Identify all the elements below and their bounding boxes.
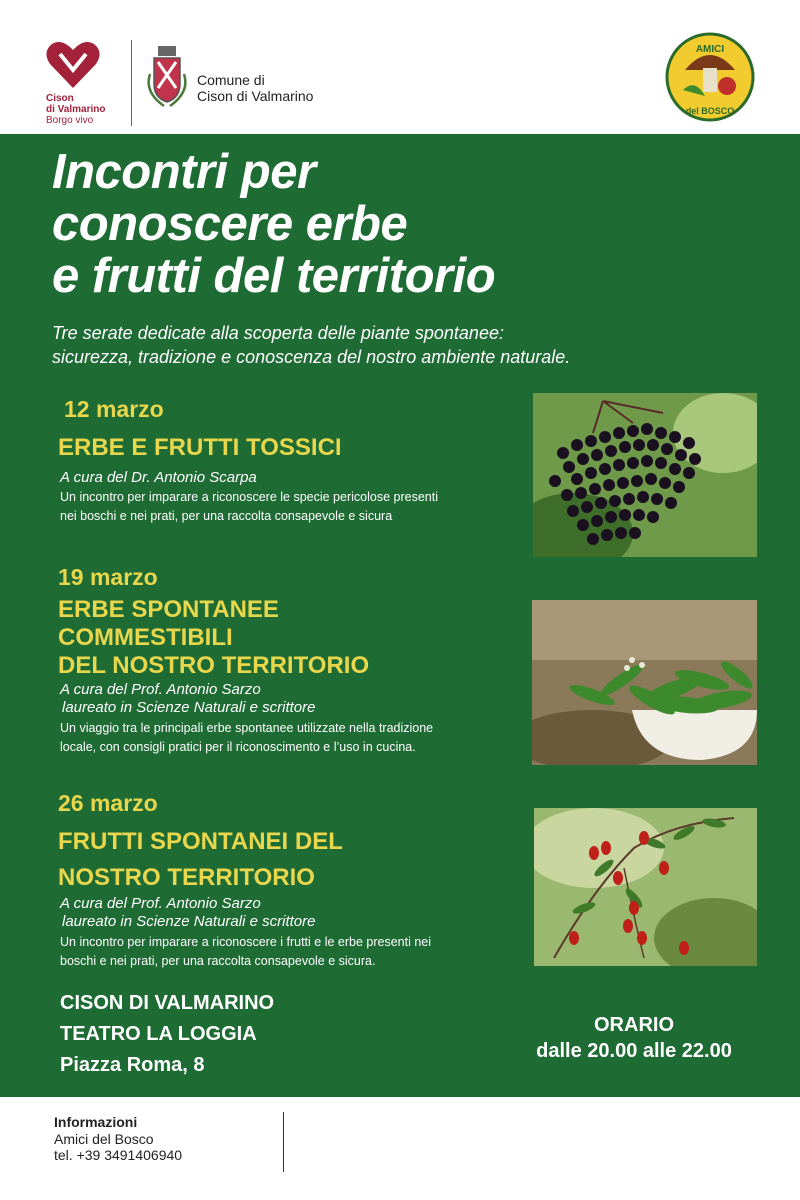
event-3-date: 26 marzo: [58, 790, 158, 816]
event-3-description: [60, 933, 431, 971]
venue-line3: Piazza Roma, 8: [60, 1054, 205, 1076]
event-1-curator-line1: A cura del Dr. Antonio Scarpa: [60, 469, 257, 486]
event-1-desc-line2: nei boschi e nei prati, per una raccolta consapevole e sicura: [60, 509, 393, 523]
info-org: Amici del Bosco: [54, 1131, 154, 1147]
event-1-title: [58, 434, 342, 462]
event-2-title-line2: COMMESTIBILI: [58, 624, 233, 651]
comune-name: [197, 72, 313, 104]
title-line2: conoscere erbe: [52, 197, 408, 251]
header-divider: [131, 40, 132, 126]
info-phone: tel. +39 3491406940: [54, 1147, 183, 1163]
herbs-bowl-photo-icon: [532, 600, 757, 765]
intro-line1: Tre serate dedicate alla scoperta delle piante spontanee:: [52, 323, 504, 343]
municipal-crest-icon: [144, 44, 190, 110]
event-3-title-line2: NOSTRO TERRITORIO: [58, 864, 315, 891]
event-2-desc-line2: locale, con consigli pratici per il riconoscimento e l’uso in cucina.: [60, 740, 416, 754]
cison-heart-logo-icon: [46, 40, 100, 90]
event-3-desc-line2: boschi e nei prati, per una raccolta consapevole e sicura.: [60, 954, 376, 968]
comune-line2: Cison di Valmarino: [197, 88, 314, 104]
event-3-curator: [60, 895, 315, 931]
event-2-curator-line2: laureato in Scienze Naturali e scrittore: [62, 699, 316, 716]
event-1-title-line1: ERBE E FRUTTI TOSSICI: [58, 434, 342, 461]
svg-text:del BOSCO: del BOSCO: [685, 106, 735, 116]
event-3-curator-line2: laureato in Scienze Naturali e scrittore: [62, 913, 316, 930]
intro-line2: sicurezza, tradizione e conoscenza del nostro ambiente naturale.: [52, 347, 571, 367]
info-label: Informazioni: [54, 1114, 138, 1130]
title-line3: e frutti del territorio: [52, 249, 496, 303]
venue-line1: CISON DI VALMARINO: [60, 992, 275, 1014]
cison-logo-line1: Cison: [46, 93, 74, 104]
event-2-description: [60, 719, 433, 757]
event-1-desc-line1: Un incontro per imparare a riconoscere le specie pericolose presenti: [60, 490, 438, 504]
venue-line2: TEATRO LA LOGGIA: [60, 1023, 257, 1045]
svg-text:AMICI: AMICI: [695, 44, 725, 55]
cison-logo-tagline: Borgo vivo: [46, 115, 94, 126]
amici-del-bosco-logo-icon: [665, 30, 755, 125]
event-1-date: 12 marzo: [64, 396, 164, 422]
footer-divider: [283, 1112, 284, 1172]
orario-label: ORARIO: [594, 1014, 674, 1036]
intro-text: [52, 321, 752, 369]
cison-logo-line2: di Valmarino: [46, 104, 106, 115]
event-1-description: [60, 488, 438, 526]
event-3-curator-line1: A cura del Prof. Antonio Sarzo: [60, 895, 261, 912]
comune-line1: Comune di: [197, 72, 265, 88]
event-2-title: [58, 596, 369, 680]
event-2-curator-line1: A cura del Prof. Antonio Sarzo: [60, 681, 261, 698]
event-2-title-line1: ERBE SPONTANEE: [58, 596, 279, 623]
event-3-title-line1: FRUTTI SPONTANEI DEL: [58, 828, 343, 855]
event-2-curator: [60, 681, 315, 717]
schedule-info: [504, 1012, 764, 1064]
event-2-title-line3: DEL NOSTRO TERRITORIO: [58, 652, 370, 679]
red-berries-photo-icon: [534, 808, 757, 966]
elderberry-photo-icon: [533, 393, 757, 557]
event-1-curator: [60, 469, 257, 487]
event-3-title: [58, 824, 343, 896]
event-2-desc-line1: Un viaggio tra le principali erbe spontanee utilizzate nella tradizione: [60, 721, 434, 735]
title-line1: Incontri per: [52, 145, 316, 199]
orario-time: dalle 20.00 alle 22.00: [536, 1040, 732, 1062]
event-2-date: 19 marzo: [58, 564, 158, 590]
venue-info: [60, 988, 274, 1081]
cison-logo-wordmark: [46, 93, 105, 115]
page-title: [52, 146, 752, 302]
event-3-desc-line1: Un incontro per imparare a riconoscere i frutti e le erbe presenti nei: [60, 935, 432, 949]
